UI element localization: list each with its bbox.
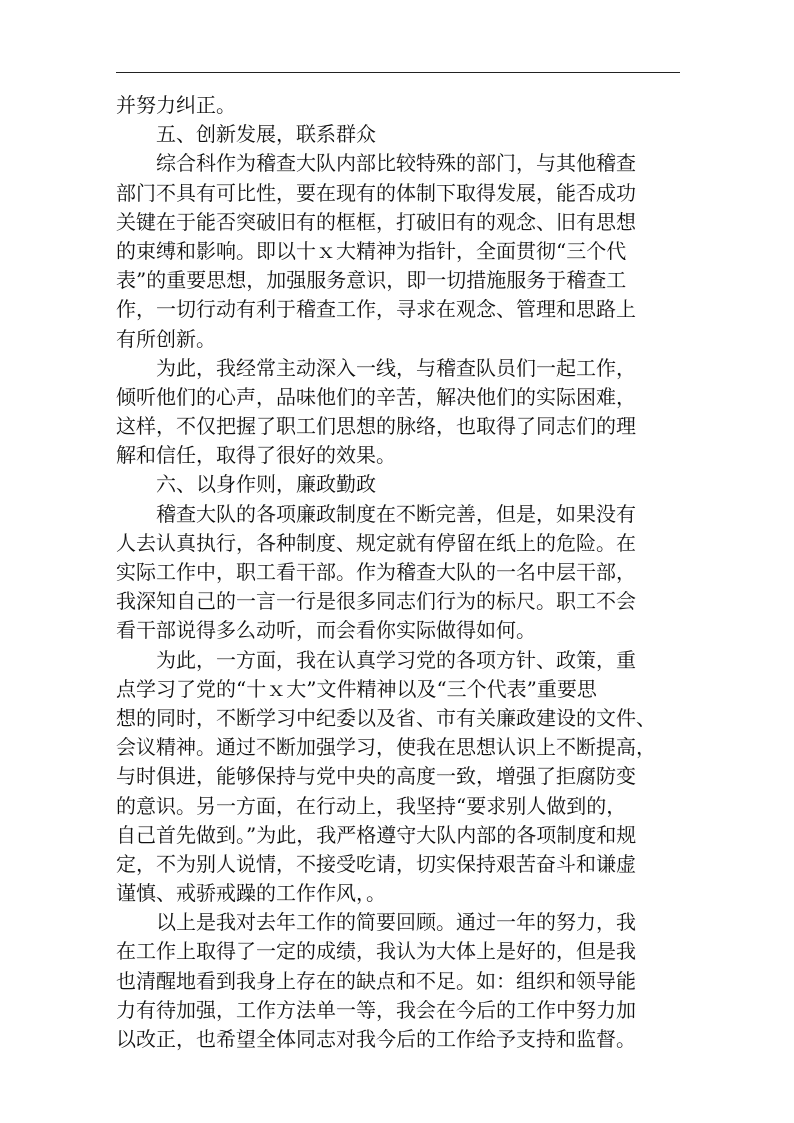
text-line: 解和信任，取得了很好的效果。 — [116, 443, 396, 468]
text-line: 谨慎、戒骄戒躁的工作作风，。 — [116, 881, 386, 906]
paragraph-first-line: 为此，我经常主动深入一线，与稽查队员们一起工作， — [156, 355, 636, 380]
text-line: 有所创新。 — [116, 326, 216, 351]
text-line: 表”的重要思想，加强服务意识，即一切措施服务于稽查工 — [116, 268, 627, 293]
text-line: 倾听他们的心声，品味他们的辛苦，解决他们的实际困难， — [116, 384, 636, 409]
text-line: 关键在于能否突破旧有的框框，打破旧有的观念、旧有思想 — [116, 209, 636, 234]
text-line: 力有待加强，工作方法单一等，我会在今后的工作中努力加 — [116, 997, 636, 1022]
text-line: 以改正，也希望全体同志对我今后的工作给予支持和监督。 — [116, 1027, 636, 1051]
section-heading: 五、创新发展，联系群众 — [156, 122, 376, 147]
text-line: 自己首先做到。”为此，我严格遵守大队内部的各项制度和规 — [116, 822, 637, 847]
text-line: 的意识。另一方面，在行动上，我坚持“要求别人做到的， — [116, 793, 627, 818]
text-line: 的束缚和影响。即以十ｘ大精神为指针，全面贯彻“三个代 — [116, 238, 627, 263]
text-line: 人去认真执行，各种制度、规定就有停留在纸上的危险。在 — [116, 530, 636, 555]
paragraph-first-line: 综合科作为稽查大队内部比较特殊的部门，与其他稽查 — [156, 151, 636, 176]
paragraph-first-line: 稽查大队的各项廉政制度在不断完善，但是，如果没有 — [156, 501, 636, 526]
text-line: 并努力纠正。 — [116, 93, 236, 117]
text-line: 也清醒地看到我身上存在的缺点和不足。如：组织和领导能 — [116, 968, 636, 993]
text-line: 点学习了党的“十ｘ大”文件精神以及“三个代表”重要思 — [116, 676, 597, 701]
document-body — [116, 91, 680, 1054]
section-heading: 六、以身作则，廉政勤政 — [156, 472, 376, 497]
text-line: 作，一切行动有利于稽查工作，寻求在观念、管理和思路上 — [116, 297, 636, 322]
text-line: 部门不具有可比性，要在现有的体制下取得发展，能否成功 — [116, 180, 636, 205]
text-line: 想的同时，不断学习中纪委以及省、市有关廉政建设的文件、 — [116, 705, 656, 730]
text-line: 定，不为别人说情，不接受吃请，切实保持艰苦奋斗和谦虚 — [116, 851, 636, 876]
text-line: 与时俱进，能够保持与党中央的高度一致，增强了拒腐防变 — [116, 764, 636, 789]
header-rule — [116, 72, 680, 73]
paragraph-first-line: 以上是我对去年工作的简要回顾。通过一年的努力，我 — [156, 910, 636, 935]
text-line: 看干部说得多么动听，而会看你实际做得如何。 — [116, 618, 536, 643]
text-line: 实际工作中，职工看干部。作为稽查大队的一名中层干部， — [116, 560, 636, 584]
text-line: 这样，不仅把握了职工们思想的脉络，也取得了同志们的理 — [116, 414, 636, 439]
paragraph-first-line: 为此，一方面，我在认真学习党的各项方针、政策，重 — [156, 647, 636, 672]
text-line: 我深知自己的一言一行是很多同志们行为的标尺。职工不会 — [116, 589, 636, 614]
text-line: 在工作上取得了一定的成绩，我认为大体上是好的，但是我 — [116, 939, 636, 964]
text-line: 会议精神。通过不断加强学习，使我在思想认识上不断提高， — [116, 735, 656, 760]
